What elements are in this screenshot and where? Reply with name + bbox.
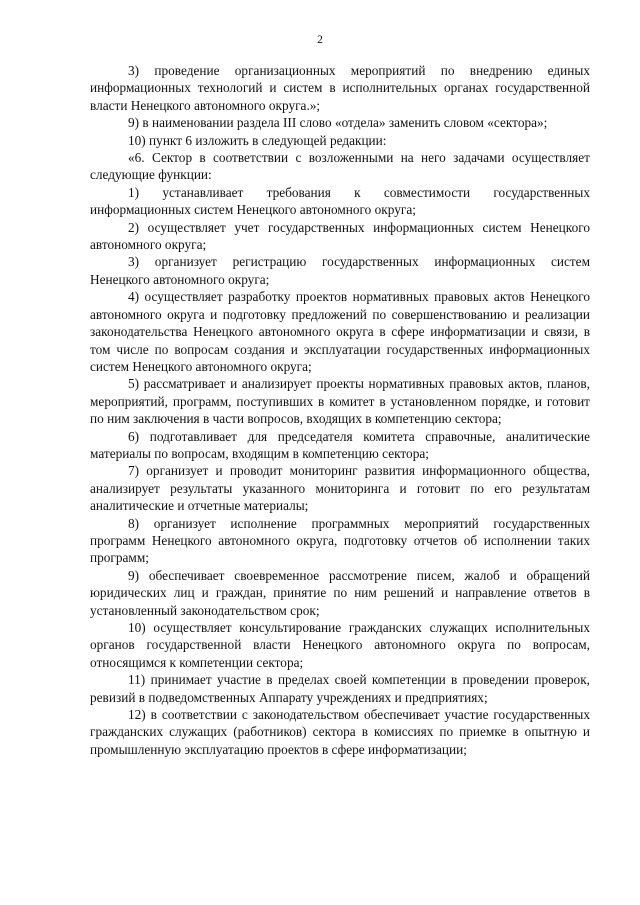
function-item-4: 4) осуществляет разработку проектов нормативных правовых актов Ненецкого автономного округа и подготовку предложений по совершенствованию и реализации законодательства Ненецкого автономного округа в сфере информатизации и связи, в том числе по вопросам создания и эксплуатации государственных информационных систем Ненецкого автономного округа; [90, 289, 590, 374]
function-item-8: 8) организует исполнение программных мероприятий государственных программ Ненецкого автономного округа, подготовку отчетов об исполнении таких программ; [90, 515, 590, 566]
function-item-3: 3) организует регистрацию государственных информационных систем Ненецкого автономного округа; [90, 254, 590, 287]
paragraph-9-section-title: 9) в наименовании раздела III слово «отдела» заменить словом «сектора»; [128, 115, 548, 131]
function-item-5: 5) рассматривает и анализирует проекты нормативных правовых актов, планов, мероприятий, программ, поступивших в комитет в установленном порядке, и готовит по ним заключения в части вопросов, входящих в компетенцию сектора; [90, 376, 590, 427]
function-item-11: 11) принимает участие в пределах своей компетенции в проведении проверок, ревизий в подведомственных Аппарату учреждениях и предприятиях; [90, 672, 590, 705]
function-item-1: 1) устанавливает требования к совместимости государственных информационных систем Ненецкого автономного округа; [90, 184, 590, 218]
function-item-12: 12) в соответствии с законодательством обеспечивает участие государственных гражданских служащих (работников) сектора в комиссиях по приемке в опытную и промышленную эксплуатацию проектов в сфере информатизации; [90, 707, 590, 757]
function-item-6: 6) подготавливает для председателя комитета справочные, аналитические материалы по вопросам, входящим в компетенцию сектора; [90, 428, 590, 461]
paragraph-3-org-measures: 3) проведение организационных мероприятий по внедрению единых информационных технологий и систем в исполнительных органах государственной власти Ненецкого автономного округа.»; [90, 63, 590, 113]
page-number: 2 [317, 34, 323, 46]
function-item-7: 7) организует и проводит мониторинг развития информационного общества, анализирует результаты указанного мониторинга и готовит по его результатам аналитические и отчетные материалы; [90, 463, 590, 514]
function-item-9: 9) обеспечивает своевременное рассмотрение писем, жалоб и обращений юридических лиц и граждан, принятие по ним решений и направление ответов в установленный законодательством срок; [90, 567, 590, 618]
paragraph-sector-functions-intro: «6. Сектор в соответствии с возложенными на него задачами осуществляет следующие функции: [90, 150, 590, 183]
document-body [90, 62, 590, 758]
function-item-2: 2) осуществляет учет государственных информационных систем Ненецкого автономного округа; [90, 219, 590, 253]
paragraph-10-clause-6: 10) пункт 6 изложить в следующей редакции: [128, 132, 387, 148]
function-item-10: 10) осуществляет консультирование гражданских служащих исполнительных органов государственной власти Ненецкого автономного округа по вопросам, относящимся к компетенции сектора; [90, 620, 590, 670]
